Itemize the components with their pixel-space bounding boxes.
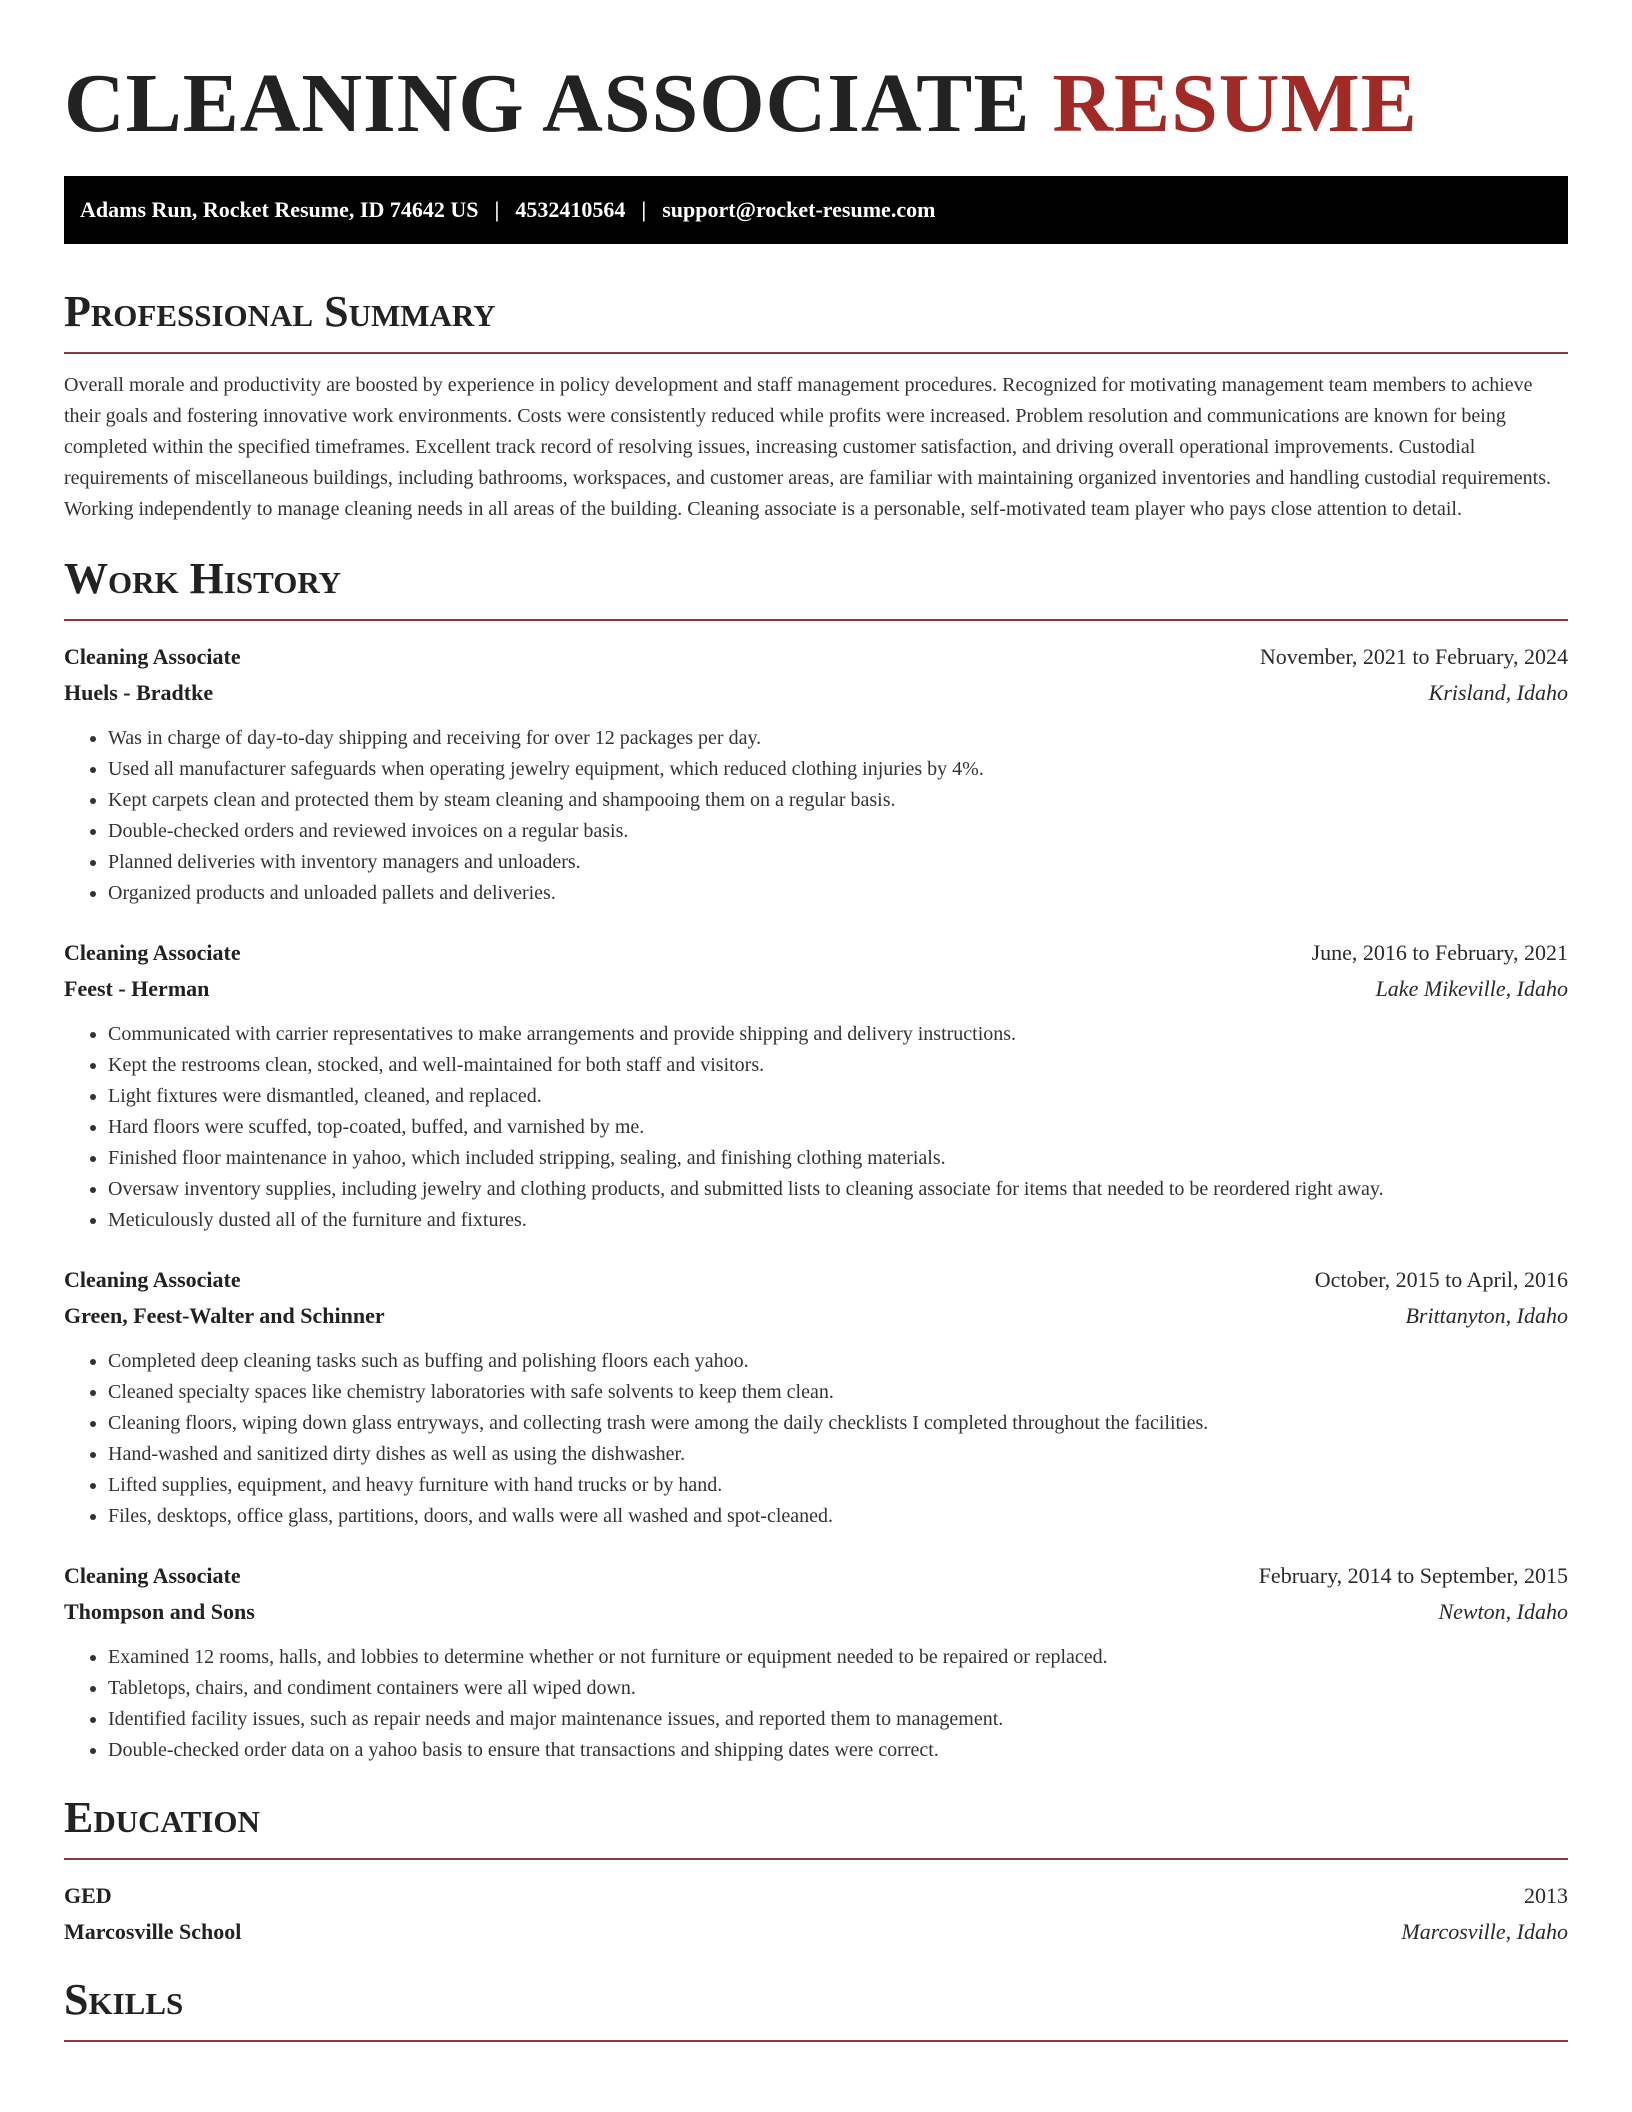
job-title: Cleaning Associate: [64, 644, 241, 669]
job-title: Cleaning Associate: [64, 940, 241, 965]
job-bullet: • Organized products and unloaded pallets and deliveries.: [108, 878, 1568, 909]
job-entry: [64, 935, 1568, 1236]
summary-text: Overall morale and productivity are boosted by experience in policy development and staff management procedures. Recognized for motivating management team members to achieve their goals and fostering innovative work environments. Costs were consistently reduced while profits were increased. Problem resolution and communications are known for being completed within the specified timeframes. Excellent track record of resolving issues, increasing customer satisfaction, and driving overall operational improvements. Custodial requirements of miscellaneous buildings, including bathrooms, workspaces, and customer areas, are familiar with maintaining organized inventories and handling custodial requirements. Working independently to manage cleaning needs in all areas of the building. Cleaning associate is a personable, self-motivated team player who pays close attention to detail.: [64, 374, 1552, 520]
education-school-row: [64, 1914, 1568, 1950]
contact-email: support@rocket-resume.com: [662, 197, 936, 222]
job-location: Lake Mikeville, Idaho: [1375, 976, 1568, 1001]
summary-section: [64, 286, 1568, 525]
job-bullet: • Used all manufacturer safeguards when operating jewelry equipment, which reduced clothing injuries by 4%.: [108, 754, 1568, 785]
job-bullet: • Files, desktops, office glass, partitions, doors, and walls were all washed and spot-cleaned.: [108, 1501, 1568, 1532]
job-dates: November, 2021 to February, 2024: [1259, 644, 1568, 669]
job-company-row: [64, 1594, 1568, 1630]
job-bullet: • Kept carpets clean and protected them by steam cleaning and shampooing them on a regular basis.: [108, 785, 1568, 816]
job-title-row: [64, 935, 1568, 971]
job-location: Krisland, Idaho: [1428, 680, 1568, 705]
job-location: Newton, Idaho: [1438, 1599, 1568, 1624]
job-company: Feest - Herman: [64, 976, 210, 1001]
education-heading: Education: [64, 1792, 1568, 1860]
job-bullets: [64, 1642, 1568, 1766]
job-bullet: • Planned deliveries with inventory managers and unloaders.: [108, 847, 1568, 878]
job-bullet: • Lifted supplies, equipment, and heavy furniture with hand trucks or by hand.: [108, 1470, 1568, 1501]
job-entry: [64, 1558, 1568, 1766]
job-bullets: [64, 723, 1568, 909]
job-bullet: • Hard floors were scuffed, top-coated, buffed, and varnished by me.: [108, 1112, 1568, 1143]
job-bullet: • Cleaning floors, wiping down glass entryways, and collecting trash were among the daily checklists I completed throughout the facilities.: [108, 1408, 1568, 1439]
contact-phone: 4532410564: [515, 197, 626, 222]
job-company-row: [64, 971, 1568, 1007]
skills-heading: Skills: [64, 1974, 1568, 2042]
work-history-heading: Work History: [64, 553, 1568, 621]
job-dates: October, 2015 to April, 2016: [1314, 1267, 1568, 1292]
job-bullet: • Tabletops, chairs, and condiment containers were all wiped down.: [108, 1673, 1568, 1704]
education-school: Marcosville School: [64, 1919, 242, 1944]
education-year: 2013: [1524, 1883, 1568, 1908]
job-title-row: [64, 639, 1568, 675]
job-dates: June, 2016 to February, 2021: [1311, 940, 1568, 965]
job-title: Cleaning Associate: [64, 1267, 241, 1292]
contact-bar: [64, 176, 1568, 244]
education-location: Marcosville, Idaho: [1401, 1919, 1568, 1944]
resume-title: [64, 56, 1568, 152]
job-entry: [64, 639, 1568, 909]
contact-address: Adams Run, Rocket Resume, ID 74642 US: [80, 197, 479, 222]
job-bullets: [64, 1019, 1568, 1236]
skills-section: [64, 1974, 1568, 2042]
summary-heading: Professional Summary: [64, 286, 1568, 354]
job-company: Huels - Bradtke: [64, 680, 214, 705]
job-title-row: [64, 1262, 1568, 1298]
job-bullet: • Completed deep cleaning tasks such as buffing and polishing floors each yahoo.: [108, 1346, 1568, 1377]
education-degree: GED: [64, 1883, 112, 1908]
job-bullet: • Cleaned specialty spaces like chemistry laboratories with safe solvents to keep them clean.: [108, 1377, 1568, 1408]
job-company: Thompson and Sons: [64, 1599, 255, 1624]
job-company-row: [64, 1298, 1568, 1334]
contact-separator: |: [494, 197, 500, 222]
job-dates: February, 2014 to September, 2015: [1258, 1563, 1568, 1588]
job-bullet: • Kept the restrooms clean, stocked, and well-maintained for both staff and visitors.: [108, 1050, 1568, 1081]
job-bullet: • Oversaw inventory supplies, including jewelry and clothing products, and submitted lists to cleaning associate for items that needed to be reordered right away.: [108, 1174, 1568, 1205]
job-title: Cleaning Associate: [64, 1563, 241, 1588]
education-degree-row: [64, 1878, 1568, 1914]
contact-separator: |: [641, 197, 647, 222]
job-bullet: • Double-checked orders and reviewed invoices on a regular basis.: [108, 816, 1568, 847]
job-title-row: [64, 1558, 1568, 1594]
job-bullet: • Examined 12 rooms, halls, and lobbies to determine whether or not furniture or equipment needed to be repaired or replaced.: [108, 1642, 1568, 1673]
job-bullet: • Hand-washed and sanitized dirty dishes as well as using the dishwasher.: [108, 1439, 1568, 1470]
title-accent: RESUME: [1052, 57, 1418, 150]
job-bullet: • Identified facility issues, such as repair needs and major maintenance issues, and reported them to management.: [108, 1704, 1568, 1735]
job-location: Brittanyton, Idaho: [1405, 1303, 1568, 1328]
job-company: Green, Feest-Walter and Schinner: [64, 1303, 385, 1328]
job-bullet: • Meticulously dusted all of the furniture and fixtures.: [108, 1205, 1568, 1236]
work-history-section: [64, 553, 1568, 1766]
job-bullet: • Double-checked order data on a yahoo basis to ensure that transactions and shipping dates were correct.: [108, 1735, 1568, 1766]
job-bullet: • Light fixtures were dismantled, cleaned, and replaced.: [108, 1081, 1568, 1112]
education-section: [64, 1792, 1568, 1950]
job-bullet: • Was in charge of day-to-day shipping and receiving for over 12 packages per day.: [108, 723, 1568, 754]
job-bullet: • Finished floor maintenance in yahoo, which included stripping, sealing, and finishing clothing materials.: [108, 1143, 1568, 1174]
education-entry: [64, 1878, 1568, 1950]
title-main: CLEANING ASSOCIATE: [64, 57, 1031, 150]
job-company-row: [64, 675, 1568, 711]
job-entry: [64, 1262, 1568, 1532]
job-bullets: [64, 1346, 1568, 1532]
job-bullet: • Communicated with carrier representatives to make arrangements and provide shipping and delivery instructions.: [108, 1019, 1568, 1050]
